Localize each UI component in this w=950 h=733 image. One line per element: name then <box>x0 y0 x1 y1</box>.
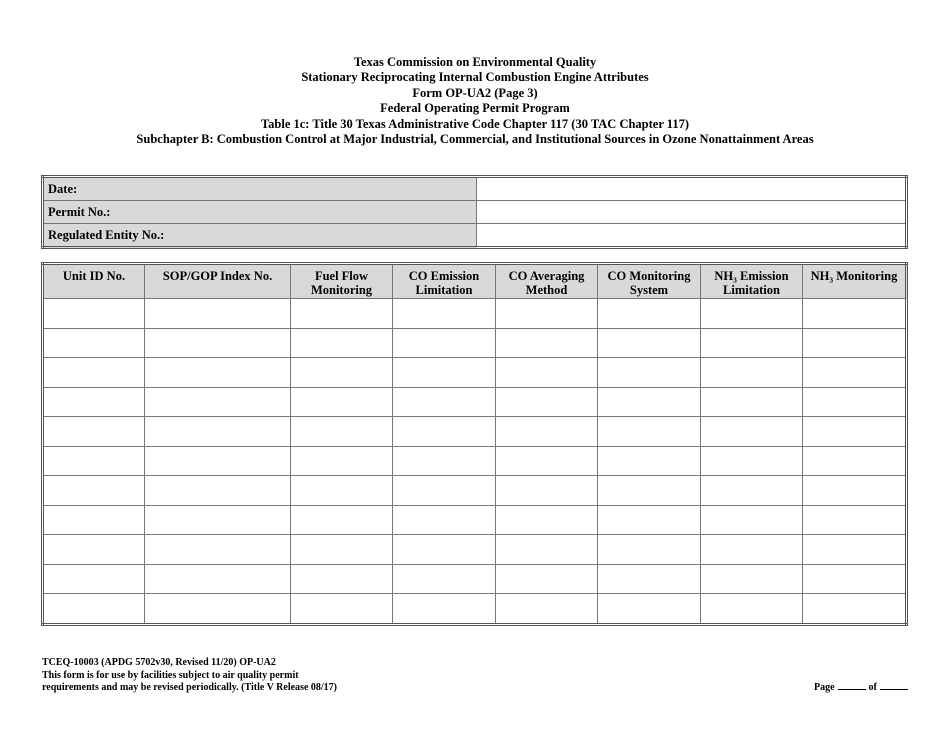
table-cell[interactable] <box>803 358 907 388</box>
table-cell[interactable] <box>803 417 907 447</box>
form-usage-note-1: This form is for use by facilities subject to air quality permit <box>42 669 299 681</box>
table-cell[interactable] <box>145 358 291 388</box>
table-cell[interactable] <box>291 505 393 535</box>
table-cell[interactable] <box>291 476 393 506</box>
table-cell[interactable] <box>43 535 145 565</box>
agency-title: Texas Commission on Environmental Quality <box>353 55 597 69</box>
subchapter-title: Subchapter B: Combustion Control at Major Industrial, Commercial, and Institutional Sources in Ozone Nonattainment Areas <box>136 132 814 147</box>
table-cell[interactable] <box>598 594 701 625</box>
column-header <box>145 264 291 299</box>
table-cell[interactable] <box>496 328 598 358</box>
table-cell[interactable] <box>43 387 145 417</box>
table-row <box>43 535 907 565</box>
table-cell[interactable] <box>803 476 907 506</box>
table-cell[interactable] <box>393 564 496 594</box>
table-cell[interactable] <box>145 535 291 565</box>
table-cell[interactable] <box>598 476 701 506</box>
table-cell[interactable] <box>43 358 145 388</box>
table-cell[interactable] <box>701 594 803 625</box>
table-cell[interactable] <box>701 446 803 476</box>
column-header <box>43 264 145 299</box>
table-cell[interactable] <box>393 594 496 625</box>
table-cell[interactable] <box>145 564 291 594</box>
table-cell[interactable] <box>803 446 907 476</box>
page-numbering <box>814 680 911 693</box>
table-cell[interactable] <box>701 476 803 506</box>
column-header-line: CO Averaging <box>508 269 585 283</box>
table-cell[interactable] <box>43 299 145 329</box>
table-cell[interactable] <box>291 387 393 417</box>
table-cell[interactable] <box>291 594 393 625</box>
table-row <box>43 417 907 447</box>
table-cell[interactable] <box>393 299 496 329</box>
table-cell[interactable] <box>43 446 145 476</box>
permit-row <box>43 201 907 224</box>
column-header-line: CO Emission <box>408 269 480 283</box>
table-row <box>43 476 907 506</box>
table-cell[interactable] <box>598 446 701 476</box>
column-header-row <box>43 264 907 299</box>
table-cell[interactable] <box>145 299 291 329</box>
table-cell[interactable] <box>701 299 803 329</box>
table-cell[interactable] <box>291 299 393 329</box>
program-name: Federal Operating Permit Program <box>380 101 570 116</box>
table-cell[interactable] <box>701 417 803 447</box>
permit-number-label: Permit No.: <box>43 201 477 224</box>
table-cell[interactable] <box>393 535 496 565</box>
entity-row <box>43 224 907 248</box>
table-cell[interactable] <box>291 564 393 594</box>
table-cell[interactable] <box>145 594 291 625</box>
table-row <box>43 387 907 417</box>
regulated-entity-field[interactable] <box>477 224 907 248</box>
table-cell[interactable] <box>43 564 145 594</box>
table-cell[interactable] <box>598 417 701 447</box>
permit-number-field[interactable] <box>477 201 907 224</box>
data-rows <box>43 299 907 625</box>
table-row <box>43 328 907 358</box>
column-header-line: System <box>629 283 669 297</box>
form-subject: Stationary Reciprocating Internal Combustion Engine Attributes <box>301 70 649 85</box>
table-cell[interactable] <box>803 387 907 417</box>
date-row <box>43 177 907 201</box>
table-row <box>43 446 907 476</box>
table-cell[interactable] <box>701 535 803 565</box>
column-header <box>598 264 701 299</box>
page-number-field[interactable] <box>838 680 866 690</box>
table-cell[interactable] <box>291 328 393 358</box>
table-cell[interactable] <box>496 417 598 447</box>
column-header-line: Unit ID No. <box>62 269 126 283</box>
column-header-line: SOP/GOP Index No. <box>162 269 273 283</box>
table-title: Table 1c: Title 30 Texas Administrative Code Chapter 117 (30 TAC Chapter 117) <box>260 116 690 131</box>
of-label: of <box>868 682 877 693</box>
date-field[interactable] <box>477 177 907 201</box>
table-cell[interactable] <box>43 476 145 506</box>
column-header-line: Fuel Flow <box>314 269 369 283</box>
table-cell[interactable] <box>701 328 803 358</box>
table-cell[interactable] <box>43 505 145 535</box>
table-cell[interactable] <box>145 476 291 506</box>
table-cell[interactable] <box>145 505 291 535</box>
table-cell[interactable] <box>598 358 701 388</box>
table-cell[interactable] <box>496 358 598 388</box>
table-cell[interactable] <box>393 387 496 417</box>
column-header <box>803 264 907 299</box>
table-cell[interactable] <box>43 328 145 358</box>
table-cell[interactable] <box>598 387 701 417</box>
identification-table <box>41 175 908 249</box>
column-header <box>496 264 598 299</box>
table-cell[interactable] <box>496 446 598 476</box>
form-usage-note-2: requirements and may be revised periodically. (Title V Release 08/17) <box>42 682 337 693</box>
table-cell[interactable] <box>291 535 393 565</box>
table-cell[interactable] <box>393 358 496 388</box>
table-cell[interactable] <box>598 505 701 535</box>
date-label: Date: <box>43 177 477 201</box>
table-cell[interactable] <box>598 299 701 329</box>
table-cell[interactable] <box>291 446 393 476</box>
column-header-line: Method <box>525 283 568 297</box>
column-header-line: Monitoring <box>310 283 373 297</box>
table-row <box>43 505 907 535</box>
table-cell[interactable] <box>393 476 496 506</box>
table-cell[interactable] <box>701 358 803 388</box>
table-cell[interactable] <box>701 387 803 417</box>
form-header <box>0 55 950 147</box>
table-cell[interactable] <box>496 535 598 565</box>
table-cell[interactable] <box>43 417 145 447</box>
column-header-line: CO Monitoring <box>607 269 691 283</box>
table-cell[interactable] <box>496 564 598 594</box>
column-header-line: NH₃ Monitoring <box>810 269 898 283</box>
table-cell[interactable] <box>496 476 598 506</box>
column-header <box>393 264 496 299</box>
table-cell[interactable] <box>803 328 907 358</box>
form-revision-line: TCEQ-10003 (APDG 5702v30, Revised 11/20) OP-UA2 <box>42 657 276 668</box>
engine-attributes-table <box>41 262 908 626</box>
column-header <box>701 264 803 299</box>
column-header <box>291 264 393 299</box>
table-row <box>43 358 907 388</box>
table-cell[interactable] <box>803 535 907 565</box>
table-cell[interactable] <box>291 417 393 447</box>
table-cell[interactable] <box>393 417 496 447</box>
column-header-line: NH₃ Emission <box>714 269 789 283</box>
table-cell[interactable] <box>393 446 496 476</box>
table-cell[interactable] <box>145 328 291 358</box>
page-label: Page <box>814 682 835 693</box>
table-cell[interactable] <box>496 594 598 625</box>
table-cell[interactable] <box>803 505 907 535</box>
table-cell[interactable] <box>496 387 598 417</box>
column-header-line: Limitation <box>415 283 473 297</box>
table-cell[interactable] <box>393 505 496 535</box>
table-cell[interactable] <box>496 505 598 535</box>
table-cell[interactable] <box>803 564 907 594</box>
table-cell[interactable] <box>598 535 701 565</box>
table-row <box>43 594 907 625</box>
form-number: Form OP-UA2 (Page 3) <box>412 85 538 100</box>
regulated-entity-label: Regulated Entity No.: <box>43 224 477 248</box>
form-footer <box>42 657 337 695</box>
column-header-line: Limitation <box>723 283 780 297</box>
table-cell[interactable] <box>803 299 907 329</box>
table-cell[interactable] <box>598 328 701 358</box>
table-cell[interactable] <box>393 328 496 358</box>
table-cell[interactable] <box>496 299 598 329</box>
table-cell[interactable] <box>145 446 291 476</box>
table-row <box>43 564 907 594</box>
table-cell[interactable] <box>291 358 393 388</box>
table-cell[interactable] <box>43 594 145 625</box>
page-total-field[interactable] <box>880 680 908 690</box>
table-cell[interactable] <box>701 564 803 594</box>
table-cell[interactable] <box>803 594 907 625</box>
table-cell[interactable] <box>598 564 701 594</box>
table-row <box>43 299 907 329</box>
table-cell[interactable] <box>701 505 803 535</box>
table-cell[interactable] <box>145 417 291 447</box>
table-cell[interactable] <box>145 387 291 417</box>
